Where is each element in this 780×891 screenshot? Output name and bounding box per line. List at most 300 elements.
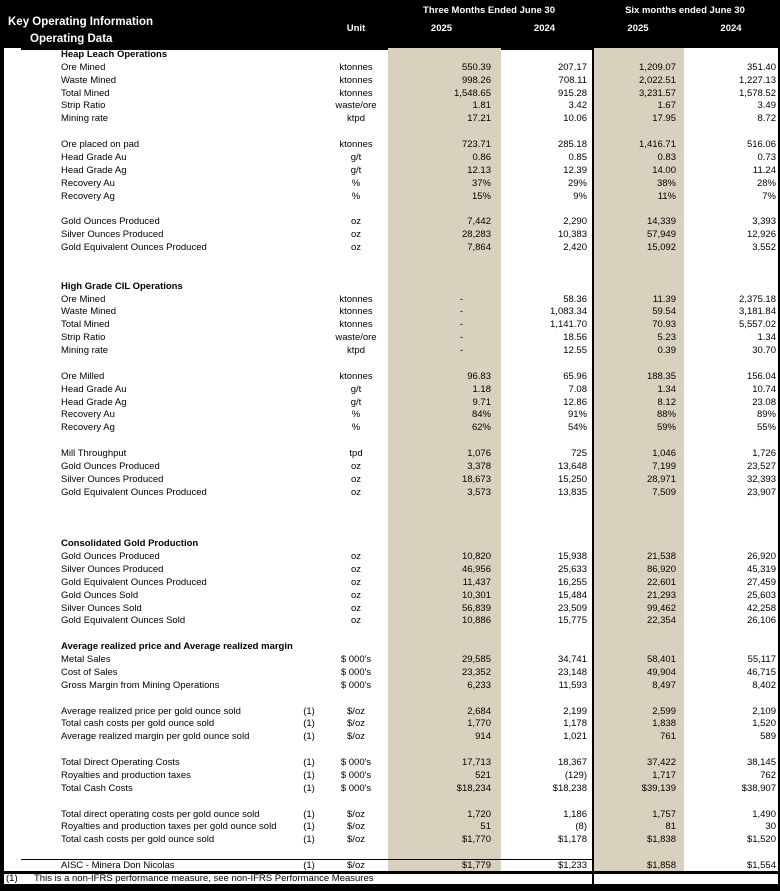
- value-cell: 8,497: [652, 679, 676, 691]
- value-cell: $1,554: [746, 860, 776, 872]
- value-cell: 8.12: [657, 396, 676, 408]
- row-label: Gold Equivalent Ounces Produced: [61, 486, 207, 498]
- table-row: [4, 177, 778, 190]
- row-label: Average realized margin per gold ounce sold: [61, 731, 250, 743]
- value-cell: 89%: [756, 409, 776, 421]
- value-cell: 3,573: [467, 486, 491, 498]
- value-cell: 3.42: [568, 100, 587, 112]
- value-cell: 29,585: [461, 654, 491, 666]
- value-cell: 46,956: [461, 563, 491, 575]
- section-row: [4, 48, 778, 61]
- value-cell: 1,021: [563, 731, 587, 743]
- section-row: [4, 640, 778, 653]
- unit-cell: $ 000's: [340, 666, 372, 678]
- value-cell: 15,092: [646, 242, 676, 254]
- footnote-marker: (1): [6, 873, 18, 884]
- value-cell: 7,199: [652, 460, 676, 472]
- value-cell: $1,233: [557, 860, 587, 872]
- unit-cell: $/oz: [347, 834, 365, 846]
- row-label: Recovery Ag: [61, 422, 115, 434]
- value-cell: 70.93: [652, 319, 676, 331]
- value-cell: 1,083.34: [550, 306, 587, 318]
- value-cell: 81: [665, 821, 676, 833]
- unit-cell: oz: [350, 589, 362, 601]
- column-header-year-2024-h: 2024: [720, 23, 742, 34]
- unit-cell: $/oz: [347, 718, 365, 730]
- unit-cell: $ 000's: [340, 782, 372, 794]
- value-cell: 0.83: [657, 151, 676, 163]
- value-cell: 915.28: [557, 87, 587, 99]
- value-cell: 18,673: [461, 473, 491, 485]
- table-row: [4, 241, 778, 254]
- value-cell: 725: [571, 448, 587, 460]
- value-cell: 156.04: [746, 370, 776, 382]
- value-cell: 23.08: [752, 396, 776, 408]
- value-cell: 7,864: [467, 242, 491, 254]
- row-label: Silver Ounces Produced: [61, 229, 164, 241]
- table-row: [4, 782, 778, 795]
- table-row: [4, 421, 778, 434]
- value-cell: 1,076: [467, 448, 491, 460]
- unit-cell: ktonnes: [339, 370, 373, 382]
- value-cell: 1.18: [472, 383, 491, 395]
- unit-cell: g/t: [350, 164, 362, 176]
- value-cell: 17.95: [652, 113, 676, 125]
- value-cell: 11,593: [558, 679, 587, 691]
- value-cell: $1,178: [557, 834, 587, 846]
- bottom-border-band: [0, 884, 780, 891]
- row-label: Silver Ounces Produced: [61, 563, 164, 575]
- value-cell: 2,022.51: [639, 74, 676, 86]
- row-label: Strip Ratio: [61, 332, 106, 344]
- unit-cell: $ 000's: [340, 654, 372, 666]
- row-label: Silver Ounces Produced: [61, 473, 164, 485]
- value-cell: 1,717: [652, 769, 676, 781]
- value-cell: 3,393: [752, 216, 776, 228]
- value-cell: 11%: [657, 190, 676, 202]
- unit-cell: ktonnes: [339, 293, 373, 305]
- unit-cell: ktpd: [347, 113, 365, 125]
- row-label: Gross Margin from Mining Operations: [61, 679, 220, 691]
- value-cell: $1,858: [646, 860, 676, 872]
- row-label: Total Mined: [61, 87, 110, 99]
- row-label: Gold Equivalent Ounces Produced: [61, 242, 207, 254]
- unit-cell: $/oz: [347, 705, 365, 717]
- blank-row: [4, 692, 778, 705]
- table-row: [4, 306, 778, 319]
- footnote-ref: (1): [303, 757, 315, 769]
- footnote-ref: (1): [303, 718, 315, 730]
- value-cell: 17.21: [467, 113, 491, 125]
- table-row: [4, 589, 778, 602]
- unit-cell: $ 000's: [340, 679, 372, 691]
- unit-cell: $/oz: [347, 821, 365, 833]
- value-cell: 23,148: [557, 666, 587, 678]
- value-cell: 1,186: [563, 808, 587, 820]
- value-cell: $1,838: [646, 834, 676, 846]
- table-row: [4, 833, 778, 846]
- unit-cell: oz: [350, 576, 362, 588]
- unit-cell: g/t: [350, 396, 362, 408]
- blank-row: [4, 795, 778, 808]
- table-row: [4, 370, 778, 383]
- table-body: [4, 48, 778, 872]
- value-cell: 5.23: [657, 332, 676, 344]
- value-cell: 2,199: [563, 705, 587, 717]
- value-cell: 0.85: [568, 151, 587, 163]
- value-cell: 998.26: [461, 74, 491, 86]
- table-row: [4, 718, 778, 731]
- page-title: Key Operating Information: [8, 16, 154, 28]
- footnote-ref: (1): [303, 834, 315, 846]
- row-label: Mining rate: [61, 345, 108, 357]
- value-cell: 51: [480, 821, 491, 833]
- footnote-ref: (1): [303, 860, 315, 872]
- unit-cell: ktonnes: [339, 306, 373, 318]
- table-row: [4, 550, 778, 563]
- value-cell: 12.55: [563, 345, 587, 357]
- value-cell: 2,290: [563, 216, 587, 228]
- value-cell: 58,401: [646, 654, 676, 666]
- unit-cell: ktonnes: [339, 139, 373, 151]
- footnote-ref: (1): [303, 821, 315, 833]
- row-label: Cost of Sales: [61, 666, 118, 678]
- value-cell: 2,109: [752, 705, 776, 717]
- value-cell: 521: [475, 769, 491, 781]
- value-cell: 11.39: [652, 293, 676, 305]
- value-cell: 10.06: [563, 113, 587, 125]
- value-cell: -: [459, 319, 463, 331]
- row-label: Recovery Au: [61, 177, 115, 189]
- row-label: Royalties and production taxes per gold ounce sold: [61, 821, 277, 833]
- table-row: [4, 383, 778, 396]
- table-row: [4, 396, 778, 409]
- blank-row: [4, 203, 778, 216]
- value-cell: $18,238: [552, 782, 587, 794]
- value-cell: 3,181.84: [739, 306, 776, 318]
- value-cell: 550.39: [461, 61, 491, 73]
- value-cell: 28,283: [461, 229, 491, 241]
- section-label: Heap Leach Operations: [61, 48, 168, 60]
- table-row: [4, 228, 778, 241]
- value-cell: 88%: [656, 409, 676, 421]
- unit-cell: oz: [350, 216, 362, 228]
- row-label: Head Grade Au: [61, 151, 127, 163]
- table-row: [4, 666, 778, 679]
- value-cell: 45,319: [746, 563, 776, 575]
- value-cell: 30: [765, 821, 776, 833]
- value-cell: 12.86: [563, 396, 587, 408]
- column-header-six-months: Six months ended June 30: [625, 5, 745, 16]
- blank-row: [4, 254, 778, 267]
- unit-cell: waste/ore: [335, 332, 377, 344]
- row-label: Gold Ounces Produced: [61, 551, 160, 563]
- table-row: [4, 486, 778, 499]
- value-cell: 285.18: [557, 139, 587, 151]
- value-cell: $39,139: [641, 782, 676, 794]
- value-cell: 25,633: [557, 563, 587, 575]
- value-cell: 23,907: [746, 486, 776, 498]
- table-row: [4, 756, 778, 769]
- value-cell: (129): [564, 769, 587, 781]
- table-row: [4, 730, 778, 743]
- value-cell: -: [459, 293, 463, 305]
- table-row: [4, 190, 778, 203]
- value-cell: 1,178: [563, 718, 587, 730]
- unit-cell: oz: [350, 563, 362, 575]
- unit-cell: oz: [350, 473, 362, 485]
- row-label: Royalties and production taxes: [61, 769, 191, 781]
- value-cell: 7,442: [467, 216, 491, 228]
- column-header-three-months: Three Months Ended June 30: [423, 5, 555, 16]
- value-cell: 32,393: [746, 473, 776, 485]
- value-cell: 84%: [471, 409, 491, 421]
- value-cell: 351.40: [746, 61, 776, 73]
- section-label: Average realized price and Average realized margin: [61, 641, 293, 653]
- table-row: [4, 679, 778, 692]
- table-row: [4, 615, 778, 628]
- value-cell: 13,835: [557, 486, 587, 498]
- section-label: Consolidated Gold Production: [61, 538, 199, 550]
- unit-cell: ktonnes: [339, 61, 373, 73]
- value-cell: 1,720: [467, 808, 491, 820]
- value-cell: 56,839: [461, 602, 491, 614]
- value-cell: -: [459, 332, 463, 344]
- value-cell: 15,250: [557, 473, 587, 485]
- row-label: Gold Equivalent Ounces Produced: [61, 576, 207, 588]
- value-cell: 10,383: [557, 229, 587, 241]
- blank-row: [4, 743, 778, 756]
- row-label: Mill Throughput: [61, 448, 127, 460]
- value-cell: 21,538: [646, 551, 676, 563]
- unit-cell: $/oz: [347, 860, 365, 872]
- value-cell: 3,378: [467, 460, 491, 472]
- value-cell: 3,552: [752, 242, 776, 254]
- table-row: [4, 318, 778, 331]
- value-cell: $1,770: [461, 834, 491, 846]
- row-label: Head Grade Au: [61, 383, 127, 395]
- value-cell: 1,209.07: [639, 61, 676, 73]
- table-row: [4, 138, 778, 151]
- value-cell: 762: [760, 769, 776, 781]
- unit-cell: $/oz: [347, 731, 365, 743]
- value-cell: 54%: [567, 422, 587, 434]
- value-cell: 96.83: [467, 370, 491, 382]
- value-cell: 15,775: [557, 615, 587, 627]
- value-cell: 10.74: [752, 383, 776, 395]
- row-label: Mining rate: [61, 113, 108, 125]
- value-cell: 23,352: [461, 666, 491, 678]
- footnote-ref: (1): [303, 705, 315, 717]
- column-header-unit: Unit: [346, 23, 366, 34]
- value-cell: 1,520: [752, 718, 776, 730]
- value-cell: 57,949: [646, 229, 676, 241]
- footnote-ref: (1): [303, 731, 315, 743]
- unit-cell: $ 000's: [340, 757, 372, 769]
- row-label: Gold Ounces Produced: [61, 216, 160, 228]
- value-cell: $18,234: [456, 782, 491, 794]
- table-row: [4, 215, 778, 228]
- section-row: [4, 537, 778, 550]
- unit-cell: %: [351, 177, 361, 189]
- value-cell: 0.39: [657, 345, 676, 357]
- table-row: [4, 563, 778, 576]
- value-cell: 9.71: [472, 396, 491, 408]
- unit-cell: $/oz: [347, 808, 365, 820]
- value-cell: 1.34: [757, 332, 776, 344]
- value-cell: 37,422: [646, 757, 676, 769]
- row-label: Gold Ounces Sold: [61, 589, 139, 601]
- value-cell: 0.86: [472, 151, 491, 163]
- row-label: Total Cash Costs: [61, 782, 133, 794]
- footnote-ref: (1): [303, 808, 315, 820]
- value-cell: (8): [575, 821, 587, 833]
- value-cell: 21,293: [646, 589, 676, 601]
- value-cell: 207.17: [557, 61, 587, 73]
- value-cell: 26,920: [746, 551, 776, 563]
- blank-row: [4, 357, 778, 370]
- row-label: Total cash costs per gold ounce sold: [61, 834, 215, 846]
- row-label: Gold Ounces Produced: [61, 460, 160, 472]
- table-row: [4, 151, 778, 164]
- row-label: Gold Equivalent Ounces Sold: [61, 615, 186, 627]
- value-cell: 16,255: [557, 576, 587, 588]
- table-row: [4, 821, 778, 834]
- unit-cell: g/t: [350, 151, 362, 163]
- value-cell: 22,601: [646, 576, 676, 588]
- table-row: [4, 112, 778, 125]
- value-cell: 7.08: [568, 383, 587, 395]
- section-label: High Grade CIL Operations: [61, 280, 183, 292]
- value-cell: 1,046: [652, 448, 676, 460]
- value-cell: 18.56: [563, 332, 587, 344]
- value-cell: 22,354: [646, 615, 676, 627]
- value-cell: 42,258: [746, 602, 776, 614]
- unit-cell: ktpd: [347, 345, 365, 357]
- value-cell: 86,920: [646, 563, 676, 575]
- row-label: Head Grade Ag: [61, 164, 127, 176]
- table-header-band: [0, 0, 780, 48]
- value-cell: 1,757: [652, 808, 676, 820]
- row-label: Recovery Ag: [61, 190, 115, 202]
- row-label: Total Mined: [61, 319, 110, 331]
- value-cell: 1,416.71: [639, 139, 676, 151]
- table-row: [4, 769, 778, 782]
- value-cell: 188.35: [646, 370, 676, 382]
- value-cell: 2,599: [652, 705, 676, 717]
- blank-row: [4, 434, 778, 447]
- table-row: [4, 447, 778, 460]
- table-row: [4, 164, 778, 177]
- table-row: [4, 74, 778, 87]
- value-cell: 1,548.65: [454, 87, 491, 99]
- value-cell: 29%: [567, 177, 587, 189]
- value-cell: 516.06: [746, 139, 776, 151]
- value-cell: 7%: [762, 190, 776, 202]
- value-cell: 58.36: [563, 293, 587, 305]
- row-label: Strip Ratio: [61, 100, 106, 112]
- value-cell: 17,713: [461, 757, 491, 769]
- page-subtitle: Operating Data: [30, 33, 113, 45]
- value-cell: 1,490: [752, 808, 776, 820]
- unit-cell: %: [351, 409, 361, 421]
- table-row: [4, 100, 778, 113]
- blank-row: [4, 627, 778, 640]
- value-cell: 34,741: [557, 654, 587, 666]
- value-cell: 0.73: [757, 151, 776, 163]
- row-label: Metal Sales: [61, 654, 111, 666]
- value-cell: 1,141.70: [550, 319, 587, 331]
- value-cell: 10,301: [461, 589, 491, 601]
- unit-cell: ktonnes: [339, 87, 373, 99]
- table-row: [4, 602, 778, 615]
- row-label: Waste Mined: [61, 74, 117, 86]
- value-cell: 30.70: [752, 345, 776, 357]
- value-cell: 9%: [573, 190, 587, 202]
- value-cell: 25,603: [746, 589, 776, 601]
- value-cell: 15%: [471, 190, 491, 202]
- value-cell: 7,509: [652, 486, 676, 498]
- table-row: [4, 576, 778, 589]
- value-cell: 1,578.52: [739, 87, 776, 99]
- value-cell: 12.13: [467, 164, 491, 176]
- blank-row: [4, 499, 778, 512]
- table-row: [4, 473, 778, 486]
- footnote-ref: (1): [303, 769, 315, 781]
- table-row: [4, 293, 778, 306]
- unit-cell: waste/ore: [335, 100, 377, 112]
- value-cell: 15,938: [557, 551, 587, 563]
- row-label: Waste Mined: [61, 306, 117, 318]
- value-cell: 1.67: [657, 100, 676, 112]
- value-cell: 49,904: [646, 666, 676, 678]
- row-label: Silver Ounces Sold: [61, 602, 142, 614]
- column-header-year-2025-h: 2025: [627, 23, 649, 34]
- value-cell: 914: [475, 731, 491, 743]
- column-header-year-2025-q: 2025: [430, 23, 453, 34]
- unit-cell: oz: [350, 486, 362, 498]
- value-cell: 38,145: [746, 757, 776, 769]
- value-cell: 1,726: [752, 448, 776, 460]
- unit-cell: ktonnes: [339, 319, 373, 331]
- value-cell: 37%: [471, 177, 491, 189]
- value-cell: 26,106: [746, 615, 776, 627]
- value-cell: 1,770: [467, 718, 491, 730]
- unit-cell: oz: [350, 229, 362, 241]
- value-cell: 14,339: [646, 216, 676, 228]
- value-cell: 23,509: [557, 602, 587, 614]
- value-cell: 8,402: [752, 679, 776, 691]
- blank-row: [4, 125, 778, 138]
- row-label: Ore placed on pad: [61, 139, 140, 151]
- value-cell: 91%: [567, 409, 587, 421]
- value-cell: 8.72: [757, 113, 776, 125]
- table-row: [4, 460, 778, 473]
- blank-row: [4, 524, 778, 537]
- unit-cell: oz: [350, 551, 362, 563]
- table-row: [4, 61, 778, 74]
- footnote-row: [4, 874, 778, 884]
- value-cell: $38,907: [741, 782, 776, 794]
- unit-cell: oz: [350, 242, 362, 254]
- value-cell: 723.71: [461, 139, 491, 151]
- value-cell: 1,227.13: [739, 74, 776, 86]
- unit-cell: $ 000's: [340, 769, 372, 781]
- value-cell: 28%: [756, 177, 776, 189]
- unit-cell: tpd: [349, 448, 363, 460]
- value-cell: 12.39: [563, 164, 587, 176]
- value-cell: 14.00: [652, 164, 676, 176]
